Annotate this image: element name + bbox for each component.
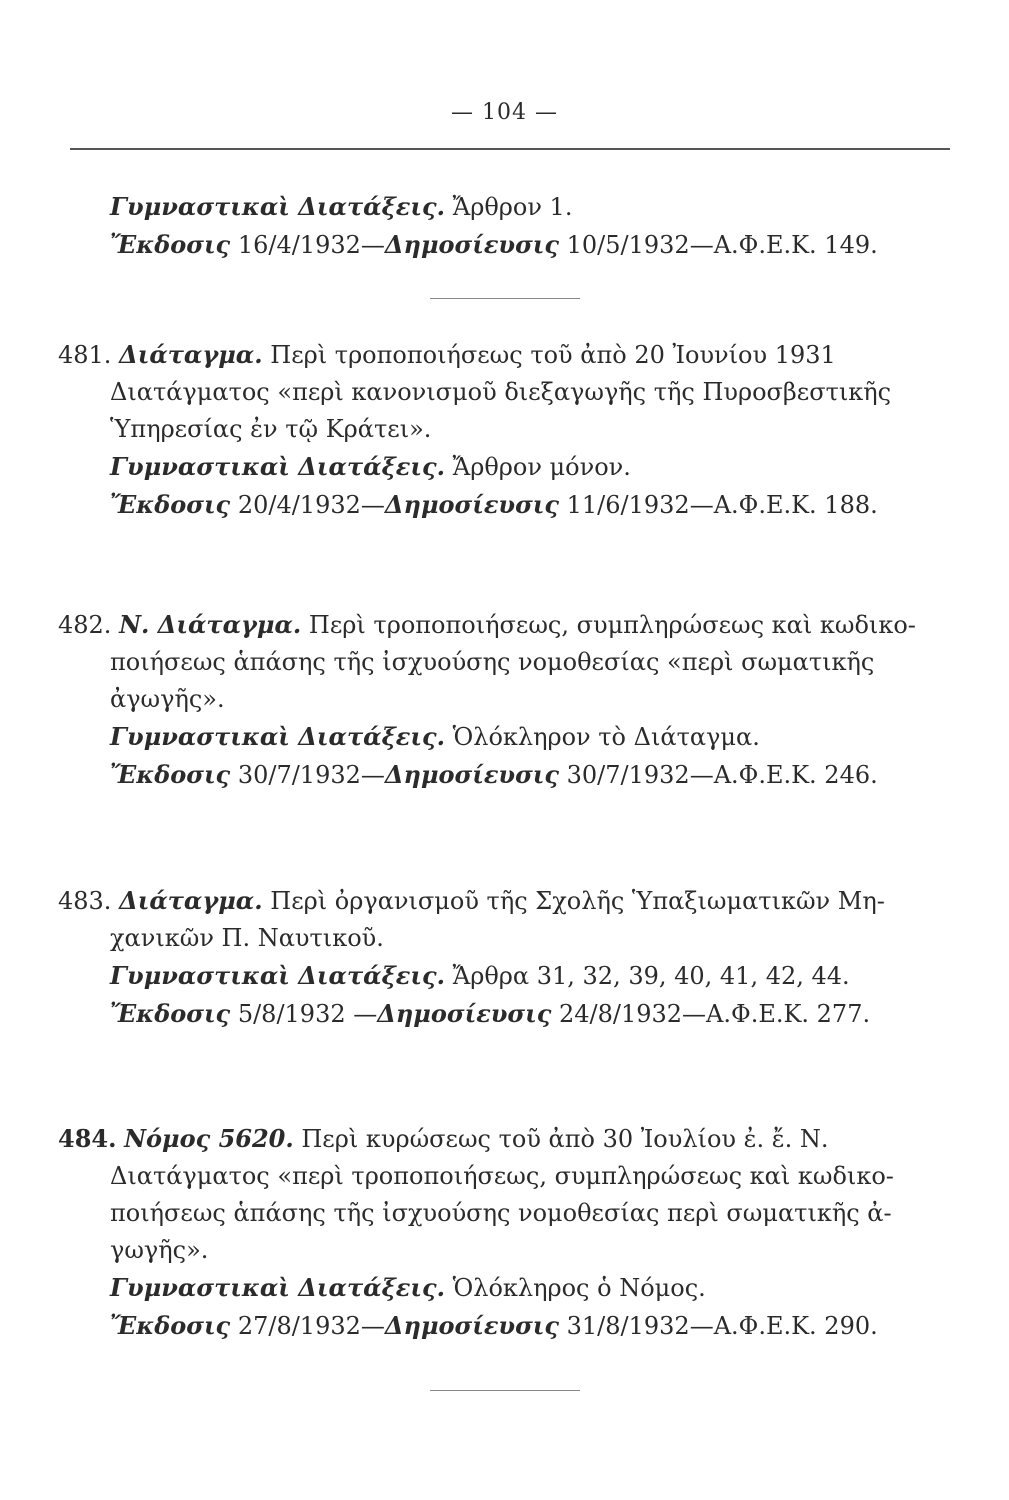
issue-date: 16/4/1932—	[237, 231, 385, 259]
entry-text-line: Περὶ ὀργανισμοῦ τῆς Σχολῆς Ὑπαξιωματικῶν Μη-	[270, 887, 885, 915]
entry-first-line	[58, 882, 960, 920]
entry-484	[58, 1120, 960, 1345]
issue-label: Ἔκδοσις	[110, 999, 231, 1028]
entry-text-line: ποιήσεως ἁπάσης τῆς ἰσχυούσης νομοθεσίας περὶ σωματικῆς ἀ-	[110, 1199, 892, 1227]
publication-text: 11/6/1932—Α.Φ.Ε.Κ. 188.	[566, 491, 878, 519]
entry-text-line: Διατάγματος «περὶ τροποποιήσεως, συμπληρώσεως καὶ κωδικο-	[110, 1162, 894, 1190]
provisions-line	[110, 448, 960, 486]
entry-type: Νόμος 5620.	[124, 1124, 294, 1153]
issue-date: 20/4/1932—	[237, 491, 385, 519]
provisions-text: Ἄρθρα 31, 32, 39, 40, 41, 42, 44.	[452, 962, 850, 990]
entry-text-line: ἀγωγῆς».	[110, 685, 225, 713]
publication-text: 24/8/1932—Α.Φ.Ε.Κ. 277.	[559, 1000, 871, 1028]
provisions-text: Ἄρθρον μόνον.	[452, 453, 631, 481]
entry-text-line: ποιήσεως ἁπάσης τῆς ἰσχυούσης νομοθεσίας «περὶ σωματικῆς	[110, 648, 875, 676]
issue-date: 27/8/1932—	[237, 1312, 385, 1340]
intro-block	[110, 188, 960, 264]
entry-text-line: χανικῶν Π. Ναυτικοῦ.	[110, 924, 384, 952]
entry-type: Διάταγμα.	[119, 886, 263, 915]
entry-481	[58, 336, 960, 524]
entry-number: 483.	[58, 887, 112, 915]
issue-label: Ἔκδοσις	[110, 760, 231, 789]
issue-label: Ἔκδοσις	[110, 1311, 231, 1340]
entry-first-line	[58, 1120, 960, 1158]
entry-type: Διάταγμα.	[119, 340, 263, 369]
issue-label: Ἔκδοσις	[110, 490, 231, 519]
provisions-line	[110, 1269, 960, 1307]
entry-number: 482.	[58, 611, 112, 639]
entry-text-line: Περὶ κυρώσεως τοῦ ἀπὸ 30 Ἰουλίου ἐ. ἔ. Ν.	[301, 1125, 829, 1153]
publication-label: Δημοσίευσις	[384, 490, 559, 519]
entry-text-line: Περὶ τροποποιήσεως τοῦ ἀπὸ 20 Ἰουνίου 1931	[270, 341, 836, 369]
provisions-line	[110, 718, 960, 756]
provisions-label: Γυμναστικαὶ Διατάξεις.	[110, 1273, 445, 1302]
page-number: — 104 —	[451, 100, 558, 125]
issue-line	[110, 486, 960, 524]
entry-483	[58, 882, 960, 1033]
provisions-text: Ἄρθρον 1.	[452, 193, 573, 221]
entry-type: Ν. Διάταγμα.	[119, 610, 302, 639]
provisions-line	[110, 957, 960, 995]
issue-date: 30/7/1932—	[237, 761, 385, 789]
issue-line	[110, 756, 960, 794]
publication-text: 30/7/1932—Α.Φ.Ε.Κ. 246.	[566, 761, 878, 789]
entry-number: 481.	[58, 341, 112, 369]
intro-provisions-line	[110, 188, 960, 226]
entry-text-line: Ὑπηρεσίας ἐν τῷ Κράτει».	[110, 415, 432, 443]
provisions-text: Ὁλόκληρον τὸ Διάταγμα.	[452, 723, 760, 751]
provisions-label: Γυμναστικαὶ Διατάξεις.	[110, 961, 445, 990]
entry-482	[58, 606, 960, 794]
issue-line	[110, 1307, 960, 1345]
issue-line	[110, 995, 960, 1033]
issue-date: 5/8/1932 —	[237, 1000, 378, 1028]
provisions-label: Γυμναστικαὶ Διατάξεις.	[110, 452, 445, 481]
publication-text: 10/5/1932—Α.Φ.Ε.Κ. 149.	[566, 231, 878, 259]
provisions-label: Γυμναστικαὶ Διατάξεις.	[110, 722, 445, 751]
separator	[430, 298, 580, 299]
publication-label: Δημοσίευσις	[384, 230, 559, 259]
header-rule	[70, 148, 950, 150]
publication-label: Δημοσίευσις	[377, 999, 552, 1028]
publication-label: Δημοσίευσις	[384, 1311, 559, 1340]
separator	[430, 1390, 580, 1391]
entry-text-line: Διατάγματος «περὶ κανονισμοῦ διεξαγωγῆς τῆς Πυροσβεστικῆς	[110, 378, 892, 406]
provisions-text: Ὁλόκληρος ὁ Νόμος.	[452, 1274, 706, 1302]
publication-label: Δημοσίευσις	[384, 760, 559, 789]
issue-label: Ἔκδοσις	[110, 230, 231, 259]
entry-text-line: γωγῆς».	[110, 1236, 209, 1264]
entry-number: 484.	[58, 1124, 117, 1153]
entry-first-line	[58, 336, 960, 374]
entry-first-line	[58, 606, 960, 644]
publication-text: 31/8/1932—Α.Φ.Ε.Κ. 290.	[566, 1312, 878, 1340]
intro-issue-line	[110, 226, 960, 264]
provisions-label: Γυμναστικαὶ Διατάξεις.	[110, 192, 445, 221]
entry-text-line: Περὶ τροποποιήσεως, συμπληρώσεως καὶ κωδικο-	[308, 611, 916, 639]
